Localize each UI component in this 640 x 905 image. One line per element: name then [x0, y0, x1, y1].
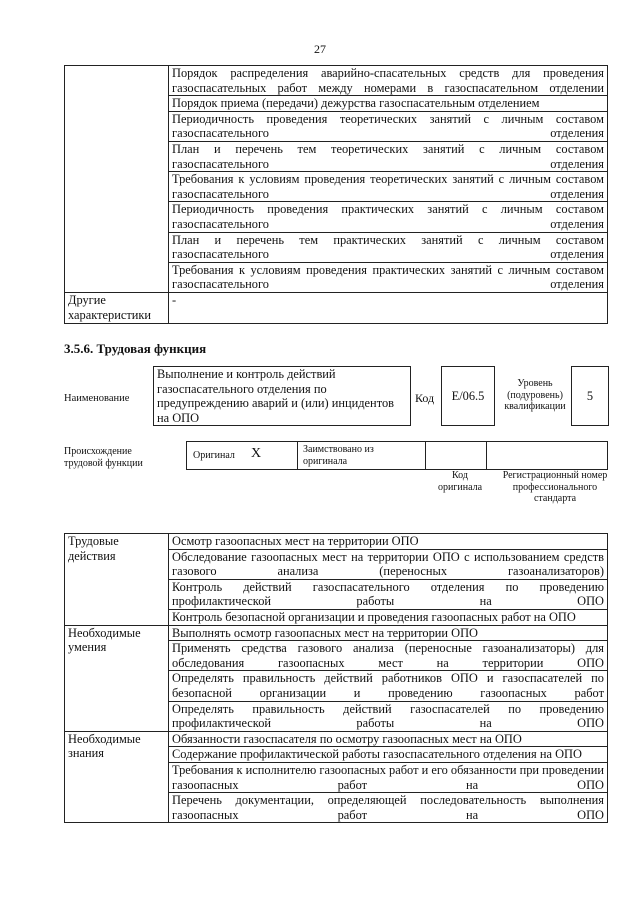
- original-label: Оригинал: [193, 450, 235, 461]
- row-label: Необходимые умения: [65, 625, 169, 731]
- row-label: Трудовые действия: [65, 534, 169, 626]
- code-original-caption: Код оригинала: [437, 470, 483, 493]
- table-cell: Контроль безопасной организации и проведения газоопасных работ на ОПО: [169, 609, 608, 625]
- table-cell: Перечень документации, определяющей последовательность выполнения газоопасных работ на ОПО: [169, 793, 608, 823]
- code-value-box: E/06.5: [441, 366, 495, 426]
- table-row: [65, 731, 608, 747]
- row-label: Необходимые знания: [65, 731, 169, 823]
- table-cell: Применять средства газового анализа (переносные газоанализаторы) для обследования газоопасных мест на территории ОПО: [169, 641, 608, 671]
- bottom-table: [64, 533, 608, 823]
- row-label: Другие характеристики: [65, 292, 169, 323]
- table-cell: Определять правильность действий газоспасателей по проведению профилактической работы на ОПО: [169, 701, 608, 731]
- page-number: 27: [314, 42, 326, 56]
- table-cell: Выполнять осмотр газоопасных мест на территории ОПО: [169, 625, 608, 641]
- section-title: 3.5.6. Трудовая функция: [64, 341, 207, 356]
- origin-frame: [186, 441, 608, 469]
- original-cell: [186, 441, 298, 470]
- table-cell: Содержание профилактической работы газоспасательного отделения на ОПО: [169, 747, 608, 763]
- original-mark: X: [251, 446, 262, 461]
- table-cell: Периодичность проведения практических занятий с личным составом газоспасательного отделения: [169, 202, 608, 232]
- table-cell: Требования к условиям проведения теоретических занятий с личным составом газоспасательного отделения: [169, 172, 608, 202]
- row-label: [65, 66, 169, 293]
- reg-number-caption: Регистрационный номер профессионального стандарта: [502, 470, 608, 504]
- table-cell: План и перечень тем практических занятий с личным составом газоспасательного отделения: [169, 232, 608, 262]
- table-cell: Порядок приема (передачи) дежурства газоспасательным отделением: [169, 96, 608, 112]
- table-cell: Периодичность проведения теоретических занятий с личным составом газоспасательного отделения: [169, 111, 608, 141]
- table-cell: Обязанности газоспасателя по осмотру газоопасных мест на ОПО: [169, 731, 608, 747]
- level-value-box: 5: [571, 366, 609, 426]
- name-label: Наименование: [64, 393, 130, 404]
- borrowed-cell: [297, 441, 426, 470]
- top-table: [64, 65, 608, 324]
- code-original-cell: [426, 441, 487, 470]
- table-cell: План и перечень тем теоретических занятий с личным составом газоспасательного отделения: [169, 141, 608, 171]
- reg-number-cell: [487, 441, 608, 470]
- table-cell: -: [169, 292, 608, 323]
- table-cell: Порядок распределения аварийно-спасательных средств для проведения газоспасательных работ между номерами в газоспасательном отделении: [169, 66, 608, 96]
- table-row: [65, 292, 608, 323]
- origin-label: Происхождение трудовой функции: [64, 446, 143, 469]
- borrowed-label: Заимствовано из оригинала: [303, 444, 374, 467]
- function-name-box: Выполнение и контроль действий газоспасательного отделения по предупреждению аварий и (или) инцидентов на ОПО: [153, 366, 411, 426]
- table-cell: Осмотр газоопасных мест на территории ОПО: [169, 534, 608, 550]
- table-cell: Обследование газоопасных мест на территории ОПО с использованием средств газового анализа (переносных газоанализаторов): [169, 549, 608, 579]
- table-row: [65, 625, 608, 641]
- table-cell: Определять правильность действий работников ОПО и газоспасателей по безопасной организации и проведению газоопасных работ: [169, 671, 608, 701]
- code-label: Код: [415, 391, 435, 405]
- table-cell: Требования к условиям проведения практических занятий с личным составом газоспасательного отделения: [169, 262, 608, 292]
- table-cell: Контроль действий газоспасательного отделения по проведению профилактической работы на ОПО: [169, 579, 608, 609]
- table-cell: Требования к исполнителю газоопасных работ и его обязанности при проведении газоопасных работ на ОПО: [169, 762, 608, 792]
- table-row: [65, 534, 608, 550]
- level-label: Уровень (подуровень) квалификации: [504, 378, 566, 412]
- table-row: [65, 66, 608, 96]
